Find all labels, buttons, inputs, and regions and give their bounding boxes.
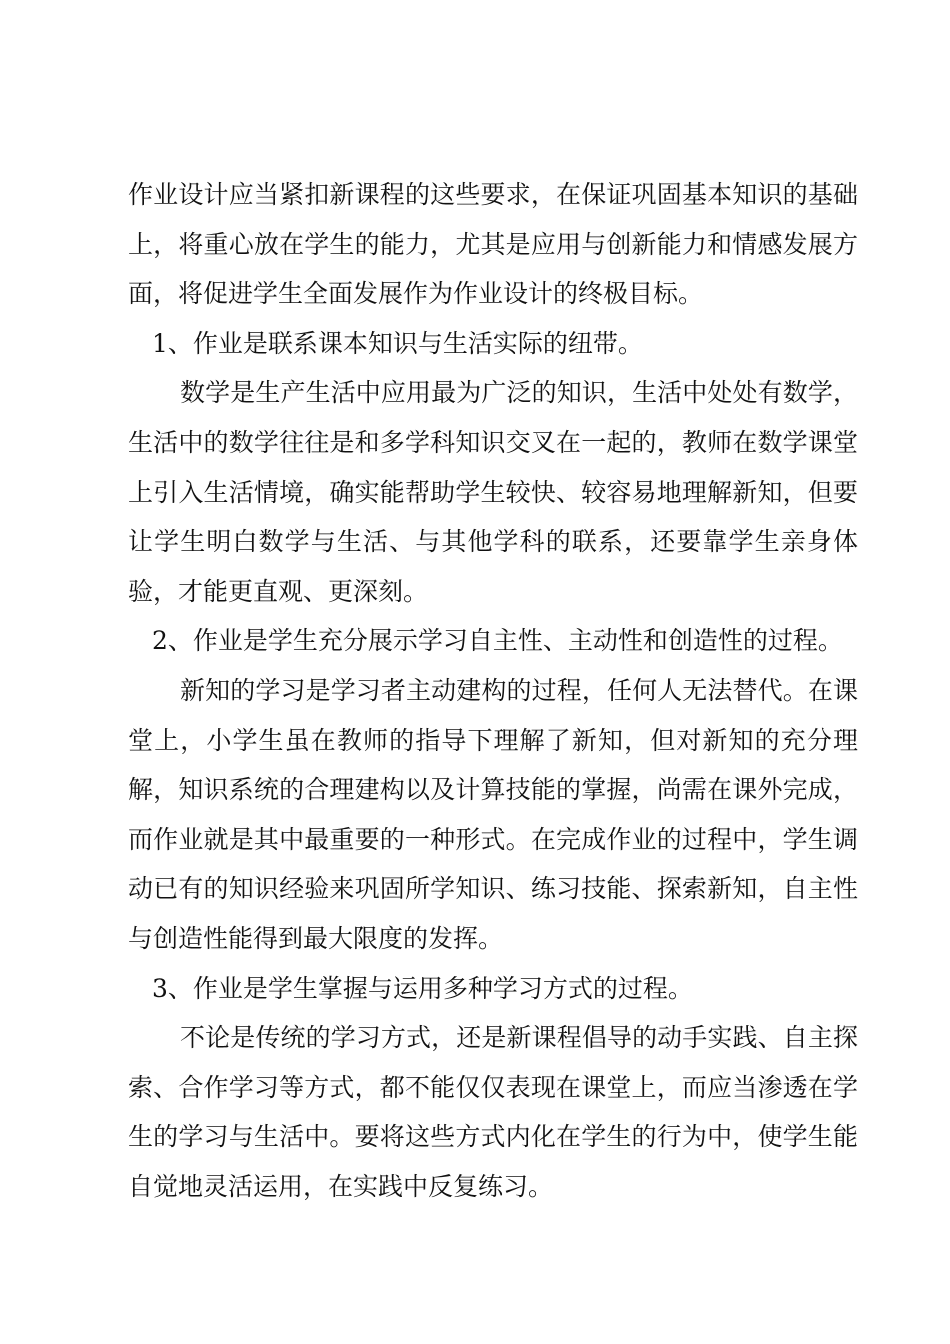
document-body [128, 170, 858, 1211]
paragraph-intro: 作业设计应当紧扣新课程的这些要求，在保证巩固基本知识的基础上，将重心放在学生的能力，尤其是应用与创新能力和情感发展方面，将促进学生全面发展作为作业设计的终极目标。 [128, 180, 858, 309]
section-heading-3: 3、作业是学生掌握与运用多种学习方式的过程。 [152, 973, 693, 1003]
paragraph-section-2: 新知的学习是学习者主动建构的过程，任何人无法替代。在课堂上，小学生虽在教师的指导下理解了新知，但对新知的充分理解，知识系统的合理建构以及计算技能的掌握，尚需在课外完成，而作业就是其中最重要的一种形式。在完成作业的过程中，学生调动已有的知识经验来巩固所学知识、练习技能、探索新知，自主性与创造性能得到最大限度的发挥。 [128, 675, 858, 953]
section-heading-2: 2、作业是学生充分展示学习自主性、主动性和创造性的过程。 [152, 626, 843, 656]
paragraph-section-3: 不论是传统的学习方式，还是新课程倡导的动手实践、自主探索、合作学习等方式，都不能仅仅表现在课堂上，而应当渗透在学生的学习与生活中。要将这些方式内化在学生的行为中，使学生能自觉地灵活运用，在实践中反复练习。 [128, 1023, 858, 1201]
paragraph-section-1: 数学是生产生活中应用最为广泛的知识，生活中处处有数学，生活中的数学往往是和多学科知识交叉在一起的，教师在数学课堂上引入生活情境，确实能帮助学生较快、较容易地理解新知，但要让学生明白数学与生活、与其他学科的联系，还要靠学生亲身体验，才能更直观、更深刻。 [128, 378, 858, 606]
section-heading-1: 1、作业是联系课本知识与生活实际的纽带。 [152, 328, 643, 358]
